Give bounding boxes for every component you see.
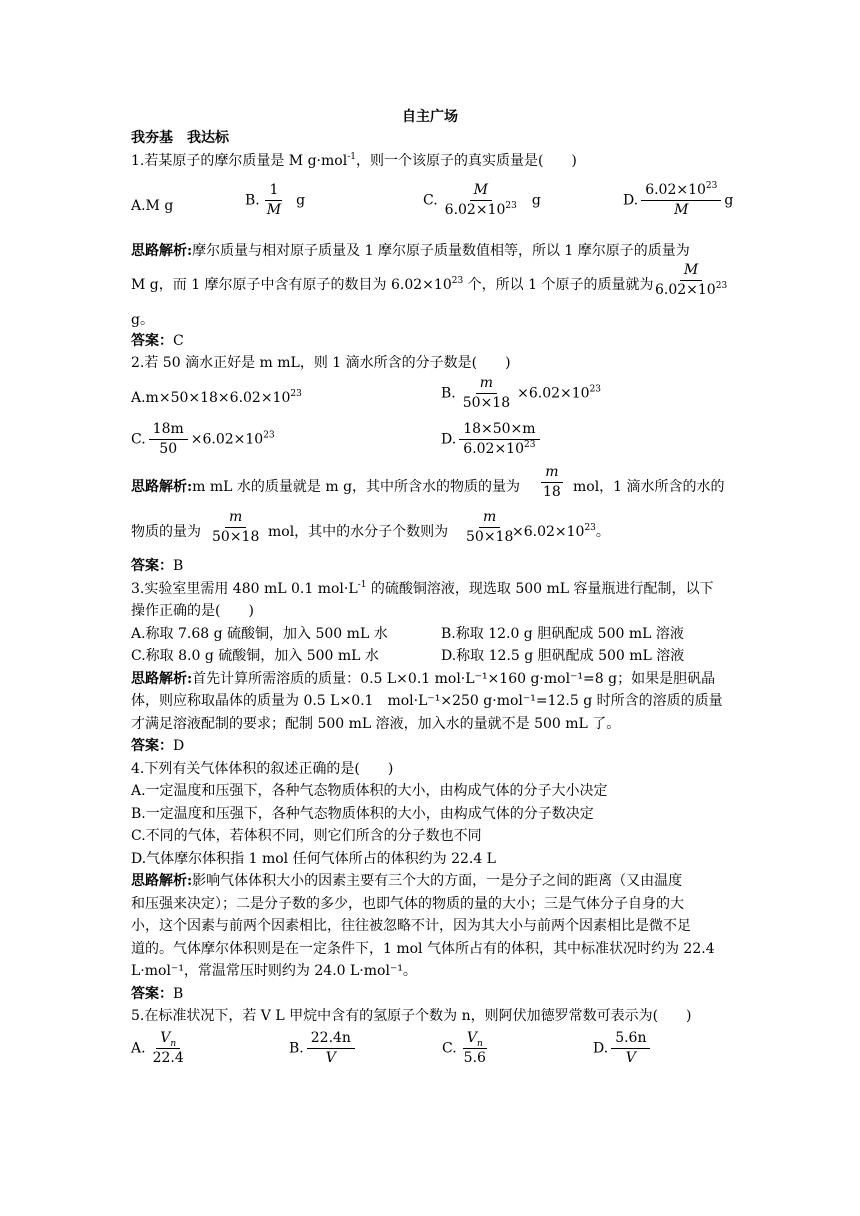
fraction-denominator: M <box>674 202 689 218</box>
q5-option-d-fraction <box>611 1030 650 1067</box>
q4-analysis-line-3: 小，这个因素与前两个因素相比，往往被忽略不计，因为其大小与前两个因素相比是微不足 <box>131 918 691 934</box>
q1-option-c-unit: g <box>531 192 541 209</box>
answer-label: 答案： <box>131 738 173 754</box>
fraction-numerator: M <box>680 262 702 281</box>
fraction-numerator: 1 <box>265 182 282 201</box>
q3-analysis-line-2: 体，则应称取晶体的质量为 0.5 L×0.1 mol·L⁻¹×250 g·mol⁻¹=12.5 g 时所含的溶质的质量 <box>131 693 723 709</box>
fraction-denominator: 50 <box>159 441 178 457</box>
q4-analysis-line-4: 道的。气体摩尔体积则是在一定条件下，1 mol 气体所占有的体积，其中标准状况时约为 22.4 <box>131 941 715 957</box>
analysis-text: 摩尔质量与相对原子质量及 1 摩尔原子质量数值相等，所以 1 摩尔原子的质量为 <box>192 243 690 259</box>
fraction-denominator: 50×18 <box>462 395 511 411</box>
fraction <box>208 509 263 546</box>
q1-option-b-fraction <box>263 182 285 219</box>
fraction-numerator: 22.4n <box>307 1030 355 1049</box>
q4-analysis-line-1 <box>131 871 682 891</box>
q5-option-a-letter: A. <box>131 1040 146 1057</box>
q5-stem: 5.在标准状况下，若 V L 甲烷中含有的氢原子个数为 n，则阿伏加德罗常数可表示为( ) <box>131 1008 692 1024</box>
q4-analysis-line-2: 和压强来决定）；二是分子数的多少，也即气体的物质的量的大小；三是气体分子自身的大 <box>131 896 684 912</box>
q2-option-b <box>441 375 601 412</box>
q3-stem-text: 3.实验室里需用 480 mL 0.1 mol·L <box>131 581 358 597</box>
fraction-denominator: 22.4 <box>152 1050 184 1066</box>
q1-option-b <box>245 182 305 219</box>
analysis-text: 个，所以 1 个原子的质量就为 <box>463 277 654 293</box>
analysis-text: 首先计算所需溶质的质量：0.5 L×0.1 mol·L⁻¹×160 g·mol⁻¹=8 g；如果是胆矾晶 <box>192 671 716 687</box>
analysis-label: 思路解析: <box>131 671 193 687</box>
answer-value: C <box>173 333 184 349</box>
fraction-denominator: V <box>325 1050 336 1066</box>
fraction-numerator: 18×50×m <box>459 421 539 440</box>
fraction-denominator-text: 6.02×10 <box>463 441 524 457</box>
q2-option-a-sup: 23 <box>290 389 302 399</box>
fraction-numerator: 18m <box>149 421 188 440</box>
fraction-denominator <box>651 281 731 299</box>
q1-stem <box>131 151 577 171</box>
q1-option-a: A.M g <box>131 198 174 214</box>
q1-stem-text-2: ，则一个该原子的真实质量是( ) <box>355 153 577 169</box>
q2-option-c <box>131 421 275 458</box>
fraction-numerator-sub: n <box>476 1038 483 1049</box>
fraction-numerator-text: V <box>466 1030 477 1046</box>
q5-option-d <box>593 1030 653 1067</box>
fraction <box>539 464 565 501</box>
analysis-text: ×6.02×10 <box>512 524 585 540</box>
q4-option-a: A.一定温度和压强下，各种气态物质体积的大小，由构成气体的分子大小决定 <box>131 783 608 799</box>
q1-option-d <box>623 182 733 219</box>
q3-stem-text-2: 的硫酸铜溶液，现选取 500 mL 容量瓶进行配制，以下 <box>366 581 714 597</box>
q2-analysis-line-1b: mol，1 滴水所含的水的 <box>573 479 725 495</box>
q1-option-c <box>423 182 541 219</box>
answer-value: D <box>173 738 185 754</box>
answer-label: 答案： <box>131 333 173 349</box>
q2-option-b-letter: B. <box>441 385 456 402</box>
q2-analysis-line-1 <box>131 477 520 497</box>
q1-stem-text: 1.若某原子的摩尔质量是 M g·mol <box>131 153 348 169</box>
answer-label: 答案： <box>131 986 173 1002</box>
analysis-text: m mL 水的质量就是 m g，其中所含水的物质的量为 <box>192 479 521 495</box>
q1-option-b-letter: B. <box>245 192 260 209</box>
analysis-text: 物质的量为 <box>131 524 201 540</box>
q1-option-b-unit: g <box>296 192 306 209</box>
q2-option-a <box>131 388 302 408</box>
q2-option-c-letter: C. <box>131 431 146 448</box>
q4-option-b: B.一定温度和压强下，各种气态物质体积的大小，由构成气体的分子数决定 <box>131 806 594 822</box>
analysis-sup: 23 <box>451 276 464 286</box>
analysis-sup: 23 <box>584 523 596 533</box>
q2-option-a-text: A.m×50×18×6.02×10 <box>131 390 291 406</box>
fraction-denominator: 5.6 <box>463 1050 486 1066</box>
analysis-label: 思路解析: <box>131 479 193 495</box>
fraction-denominator <box>459 440 539 458</box>
q5-option-d-letter: D. <box>593 1040 609 1057</box>
fraction-numerator: 5.6n <box>611 1030 650 1049</box>
q2-analysis-line-2b: mol，其中的水分子个数则为 <box>268 524 449 540</box>
fraction-denominator: 50×18 <box>212 529 260 545</box>
fraction-denominator-text: 6.02×10 <box>655 282 716 298</box>
q1-option-d-letter: D. <box>623 192 639 209</box>
page-title: 自主广场 <box>402 109 458 125</box>
q5-option-c-fraction <box>460 1030 490 1067</box>
fraction-numerator: M <box>470 182 492 201</box>
fraction-numerator-text: V <box>160 1030 171 1046</box>
q1-stem-sup: -1 <box>347 152 356 162</box>
q4-analysis-line-5: L·mol⁻¹，常温常压时则约为 24.0 L·mol⁻¹。 <box>131 963 417 979</box>
analysis-text: M g，而 1 摩尔原子中含有原子的数目为 6.02×10 <box>131 277 452 293</box>
q2-analysis-fraction-1 <box>536 464 568 501</box>
fraction-numerator <box>463 1030 487 1049</box>
q3-option-d: D.称取 12.5 g 胆矾配成 500 mL 溶液 <box>441 648 685 664</box>
q1-option-d-fraction <box>641 182 721 219</box>
q3-analysis-line-3: 才满足溶液配制的要求；配制 500 mL 溶液，加入水的量就不是 500 mL 了。 <box>131 716 621 732</box>
q2-option-c-text: ×6.02×10 <box>190 431 264 448</box>
q2-analysis-line-2c <box>512 522 610 542</box>
q4-stem: 4.下列有关气体体积的叙述正确的是( ) <box>131 761 394 777</box>
q3-stem-sup: -1 <box>357 580 367 590</box>
q1-analysis-fraction <box>648 262 734 299</box>
q2-option-c-fraction <box>149 421 188 458</box>
q1-option-c-fraction <box>441 182 521 219</box>
q2-option-b-sup: 23 <box>589 384 602 395</box>
q1-option-d-unit: g <box>724 192 734 209</box>
q1-analysis-line-1 <box>131 241 690 261</box>
fraction-numerator: m <box>541 464 562 483</box>
q2-answer <box>131 556 183 576</box>
analysis-label: 思路解析: <box>131 873 193 889</box>
q2-option-d-fraction <box>459 421 539 458</box>
fraction-numerator-text: 6.02×10 <box>645 182 706 198</box>
fraction-denominator-sup: 23 <box>524 440 536 450</box>
fraction <box>462 509 517 546</box>
q3-stem-line-1 <box>131 579 714 599</box>
fraction-denominator: M <box>266 202 282 218</box>
q1-answer <box>131 331 184 351</box>
analysis-label: 思路解析: <box>131 243 193 259</box>
analysis-text: 影响气体体积大小的因素主要有三个大的方面，一是分子之间的距离（又由温度 <box>192 873 683 889</box>
fraction-denominator-sup: 23 <box>505 201 517 211</box>
q4-option-d: D.气体摩尔体积指 1 mol 任何气体所占的体积约为 22.4 L <box>131 851 496 867</box>
q2-analysis-line-2 <box>131 522 201 542</box>
answer-label: 答案： <box>131 558 173 574</box>
analysis-text: 。 <box>595 524 610 540</box>
q1-option-c-letter: C. <box>423 192 438 209</box>
answer-value: B <box>173 986 184 1002</box>
answer-value: B <box>173 558 184 574</box>
q3-option-a: A.称取 7.68 g 硫酸铜，加入 500 mL 水 <box>131 626 388 642</box>
q2-option-d-letter: D. <box>441 431 457 448</box>
fraction-numerator-sup: 23 <box>705 181 718 191</box>
fraction-numerator: m <box>225 509 246 528</box>
q2-option-b-fraction <box>459 375 514 412</box>
section-heading: 我夯基 我达标 <box>131 130 229 146</box>
fraction-numerator: m <box>479 509 500 528</box>
fraction-numerator <box>641 182 721 201</box>
q5-option-b-fraction <box>307 1030 355 1067</box>
fraction-denominator: V <box>625 1050 636 1066</box>
fraction-denominator-text: 6.02×10 <box>444 202 506 218</box>
q2-stem: 2.若 50 滴水正好是 m mL，则 1 滴水所含的分子数是( ) <box>131 355 511 371</box>
fraction-numerator: m <box>476 375 497 394</box>
q5-option-c <box>442 1030 493 1067</box>
q5-option-a <box>131 1030 191 1067</box>
q2-option-b-text: ×6.02×10 <box>517 385 590 402</box>
fraction <box>651 262 731 299</box>
fraction-numerator <box>156 1030 180 1049</box>
fraction-numerator-sub: n <box>170 1038 177 1049</box>
q3-option-c: C.称取 8.0 g 硫酸铜，加入 500 mL 水 <box>131 648 379 664</box>
q5-option-b-letter: B. <box>289 1040 304 1057</box>
fraction-denominator <box>441 201 521 219</box>
fraction-denominator-sup: 23 <box>715 281 728 291</box>
fraction-denominator: 50×18 <box>466 529 514 545</box>
fraction-denominator: 18 <box>543 484 561 500</box>
q5-option-c-letter: C. <box>442 1040 457 1057</box>
q3-option-b: B.称取 12.0 g 胆矾配成 500 mL 溶液 <box>441 626 684 642</box>
q5-option-b <box>289 1030 358 1067</box>
q2-option-c-sup: 23 <box>263 430 275 441</box>
q5-option-a-fraction <box>149 1030 188 1067</box>
q2-analysis-fraction-2 <box>205 509 266 546</box>
q2-option-d <box>441 421 543 458</box>
q4-answer <box>131 984 183 1004</box>
q4-option-c: C.不同的气体，若体积不同，则它们所含的分子数也不同 <box>131 828 482 844</box>
q1-analysis-line-2 <box>131 275 653 295</box>
q1-analysis-line-3: g。 <box>131 312 154 328</box>
q3-analysis-line-1 <box>131 669 715 689</box>
q3-stem-line-2: 操作正确的是( ) <box>131 603 254 619</box>
q3-answer <box>131 736 184 756</box>
